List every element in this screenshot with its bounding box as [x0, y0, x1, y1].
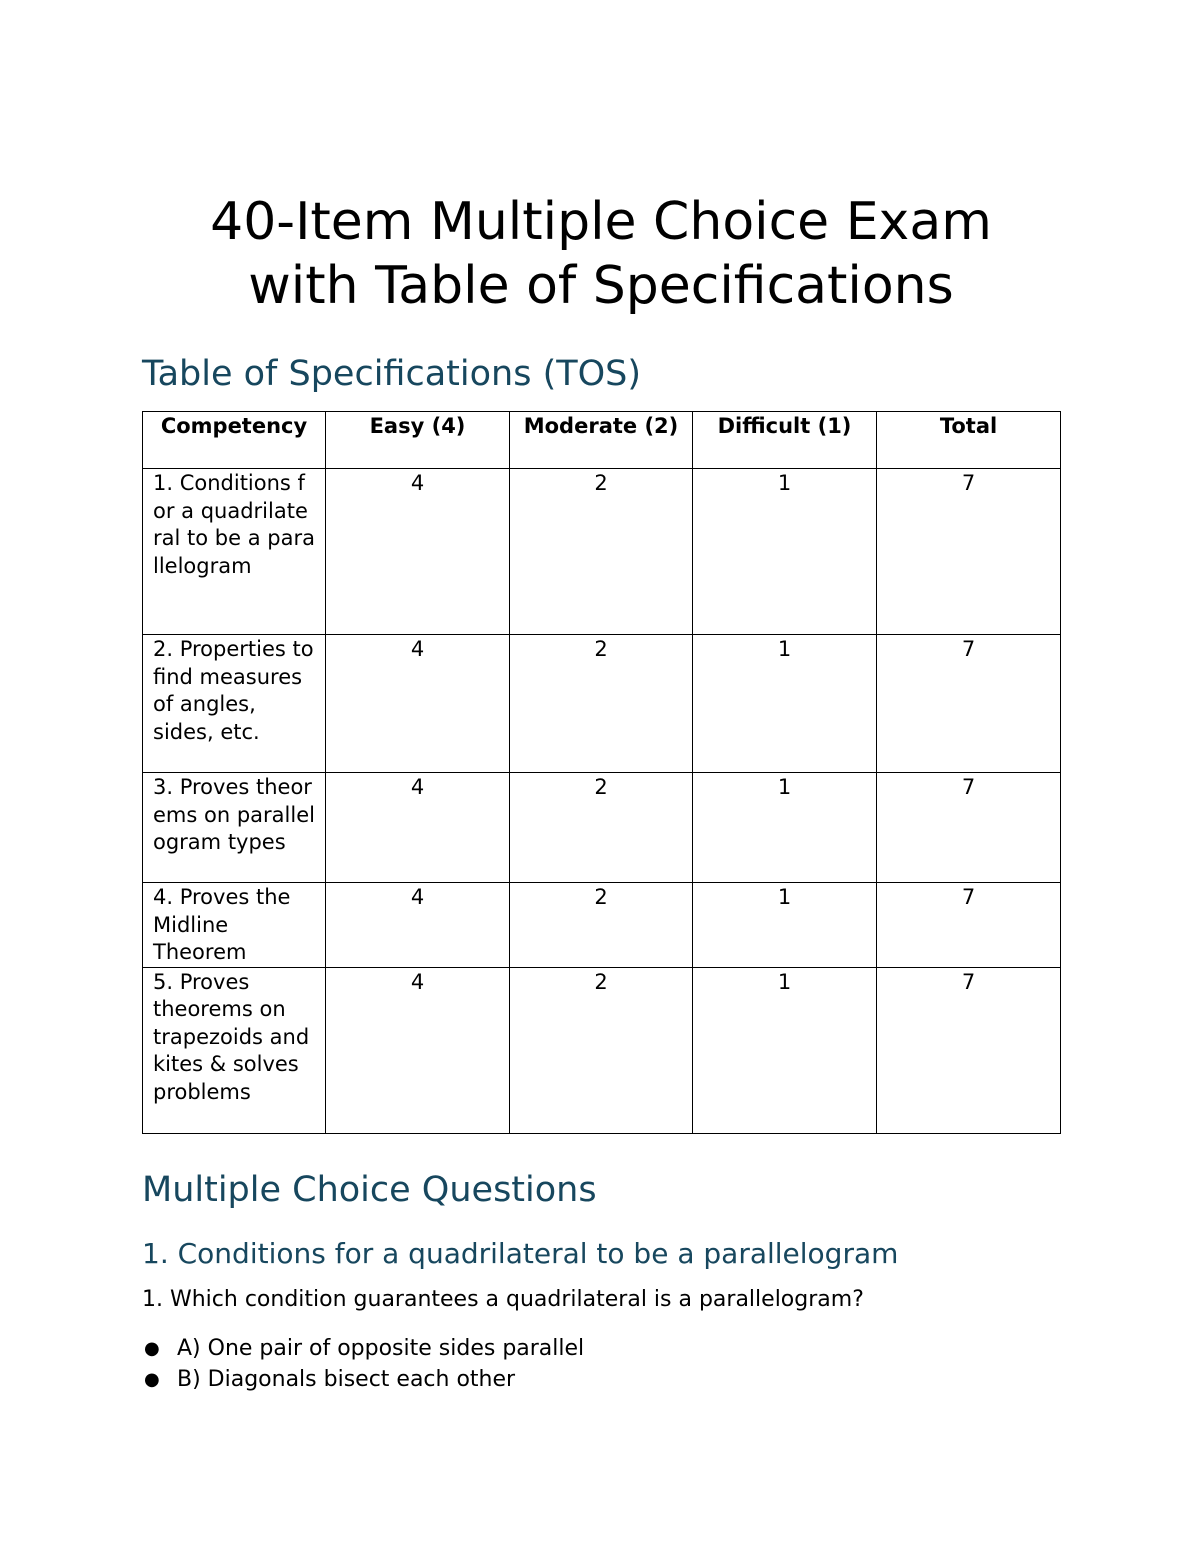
tos-cell-difficult: 1	[693, 773, 877, 883]
table-row	[143, 469, 1061, 635]
tos-cell-difficult: 1	[693, 883, 877, 968]
tos-heading: Table of Specifications (TOS)	[142, 354, 642, 394]
tos-cell-easy: 4	[326, 773, 510, 883]
option-text: A) One pair of opposite sides parallel	[177, 1336, 585, 1361]
tos-header-total: Total	[877, 412, 1061, 469]
bullet-icon: ●	[144, 1338, 160, 1359]
tos-header-moderate: Moderate (2)	[510, 412, 693, 469]
list-item	[142, 1333, 584, 1364]
tos-cell-easy: 4	[326, 635, 510, 773]
table-row	[143, 635, 1061, 773]
tos-cell-easy: 4	[326, 883, 510, 968]
tos-cell-moderate: 2	[510, 469, 693, 635]
tos-cell-easy: 4	[326, 469, 510, 635]
tos-cell-moderate: 2	[510, 773, 693, 883]
tos-cell-competency: 2. Properties to find measures of angles, sides, etc.	[143, 635, 326, 773]
tos-cell-total: 7	[877, 469, 1061, 635]
question-text: 1. Which condition guarantees a quadrilateral is a parallelogram?	[142, 1287, 864, 1312]
document-title-line-2: with Table of Specifications	[248, 256, 954, 316]
list-item	[142, 1364, 584, 1395]
tos-cell-competency: 3. Proves theorems on parallelogram types	[143, 773, 326, 883]
tos-header-row	[143, 412, 1061, 469]
tos-cell-competency: 5. Proves theorems on trapezoids and kites & solves problems	[143, 967, 326, 1133]
tos-cell-competency: 1. Conditions for a quadrilateral to be a parallelogram	[143, 469, 326, 635]
table-row	[143, 967, 1061, 1133]
tos-cell-easy: 4	[326, 967, 510, 1133]
table-row	[143, 883, 1061, 968]
tos-cell-difficult: 1	[693, 635, 877, 773]
tos-header-competency: Competency	[143, 412, 326, 469]
tos-cell-moderate: 2	[510, 967, 693, 1133]
tos-cell-difficult: 1	[693, 967, 877, 1133]
tos-cell-moderate: 2	[510, 635, 693, 773]
bullet-icon: ●	[144, 1369, 160, 1390]
mcq-heading: Multiple Choice Questions	[142, 1170, 597, 1210]
answer-options-list	[142, 1333, 584, 1395]
tos-cell-moderate: 2	[510, 883, 693, 968]
tos-cell-total: 7	[877, 773, 1061, 883]
tos-cell-total: 7	[877, 883, 1061, 968]
tos-header-easy: Easy (4)	[326, 412, 510, 469]
table-row	[143, 773, 1061, 883]
document-title-line-1: 40-Item Multiple Choice Exam	[210, 192, 992, 252]
tos-cell-total: 7	[877, 635, 1061, 773]
tos-cell-total: 7	[877, 967, 1061, 1133]
mcq-section-heading: 1. Conditions for a quadrilateral to be a parallelogram	[142, 1237, 899, 1270]
option-text: B) Diagonals bisect each other	[177, 1367, 516, 1392]
tos-cell-competency: 4. Proves the Midline Theorem	[143, 883, 326, 968]
tos-cell-difficult: 1	[693, 469, 877, 635]
document-title	[142, 190, 1060, 318]
tos-header-difficult: Difficult (1)	[693, 412, 877, 469]
tos-table	[142, 411, 1061, 1134]
